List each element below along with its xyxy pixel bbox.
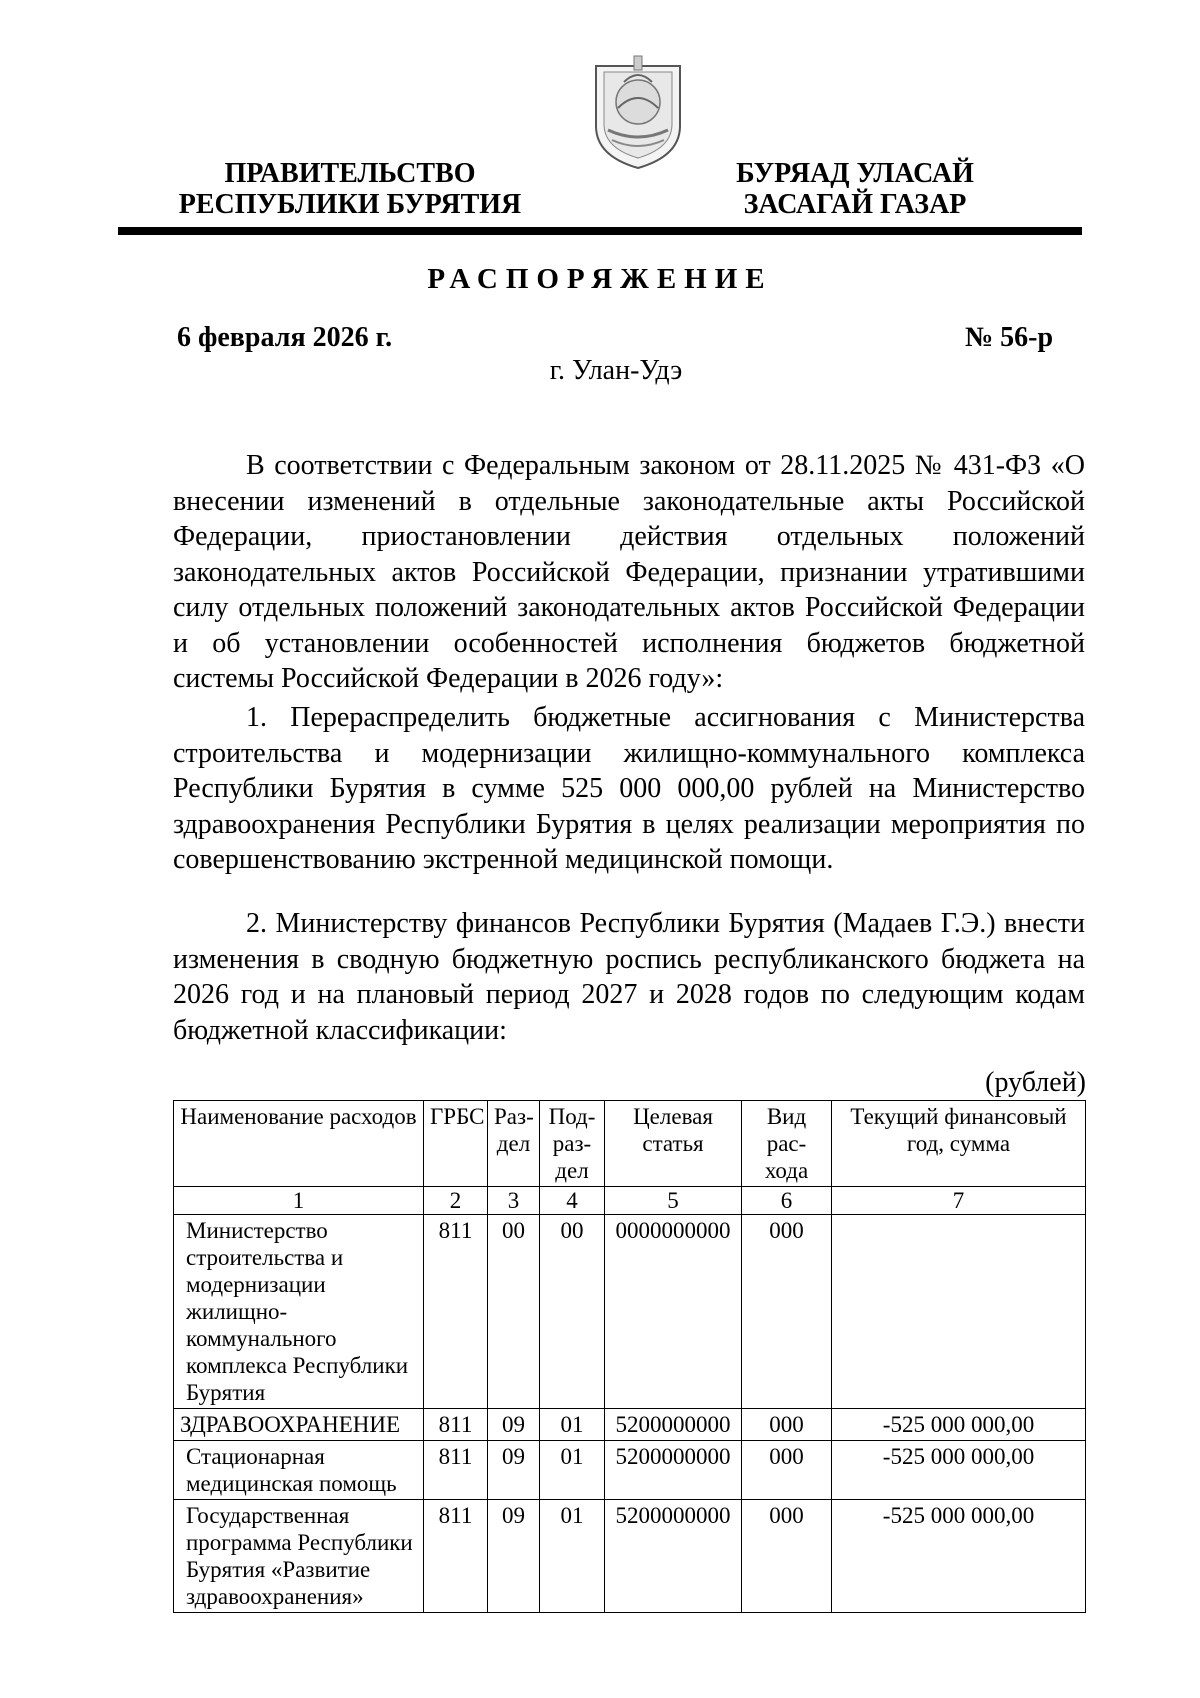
column-header-subsection: Под-раз-дел [540, 1101, 605, 1187]
header-left-line1: ПРАВИТЕЛЬСТВО [224, 158, 476, 189]
column-number: 1 [174, 1187, 424, 1215]
cell-section: 00 [488, 1215, 540, 1409]
body-paragraph-item-1: 1. Перераспределить бюджетные ассигнования с Министерства строительства и модернизации жилищно-коммунального комплекса Республики Бурятия в сумме 525 000 000,00 рублей на Министерство здравоохранения Республики Бурятия в целях реализации мероприятия по совершенствованию экстренной медицинской помощи. [173, 702, 1085, 875]
column-number: 3 [488, 1187, 540, 1215]
document-number: № 56-р [965, 322, 1054, 353]
column-header-expense-type: Вид рас-хода [742, 1101, 832, 1187]
cell-target-article: 5200000000 [605, 1500, 742, 1613]
cell-amount [832, 1215, 1086, 1409]
cell-grbs: 811 [424, 1500, 488, 1613]
coat-of-arms-emblem [590, 48, 686, 172]
table-row [174, 1215, 1086, 1409]
cell-grbs: 811 [424, 1215, 488, 1409]
document-date: 6 февраля 2026 г. [177, 322, 393, 353]
table-header-row [174, 1101, 1086, 1187]
cell-name: Стационарная медицинская помощь [174, 1441, 424, 1500]
document-city: г. Улан-Удэ [549, 355, 683, 386]
column-header-target-article: Целевая статья [605, 1101, 742, 1187]
header-right-government [695, 158, 1015, 220]
cell-target-article: 5200000000 [605, 1409, 742, 1441]
table-row [174, 1409, 1086, 1441]
column-number: 6 [742, 1187, 832, 1215]
column-header-name: Наименование расходов [174, 1101, 424, 1187]
budget-classification-table [173, 1100, 1086, 1613]
cell-subsection: 01 [540, 1409, 605, 1441]
cell-amount: -525 000 000,00 [832, 1409, 1086, 1441]
cell-name: Министерство строительства и модернизации жилищно-коммунального комплекса Республики Бурятия [174, 1215, 424, 1409]
column-number: 5 [605, 1187, 742, 1215]
cell-subsection: 01 [540, 1441, 605, 1500]
cell-section: 09 [488, 1500, 540, 1613]
column-header-amount: Текущий финансовый год, сумма [832, 1101, 1086, 1187]
header-left-government [160, 158, 540, 220]
header-right-line2: ЗАСАГАЙ ГАЗАР [743, 189, 967, 220]
cell-section: 09 [488, 1409, 540, 1441]
cell-amount: -525 000 000,00 [832, 1500, 1086, 1613]
cell-target-article: 5200000000 [605, 1441, 742, 1500]
cell-target-article: 0000000000 [605, 1215, 742, 1409]
column-header-section: Раз-дел [488, 1101, 540, 1187]
cell-name: ЗДРАВООХРАНЕНИЕ [174, 1409, 424, 1441]
column-number: 7 [832, 1187, 1086, 1215]
cell-subsection: 00 [540, 1215, 605, 1409]
cell-section: 09 [488, 1441, 540, 1500]
table-row [174, 1500, 1086, 1613]
cell-subsection: 01 [540, 1500, 605, 1613]
table-column-number-row [174, 1187, 1086, 1215]
table-row [174, 1441, 1086, 1500]
column-header-grbs: ГРБС [424, 1101, 488, 1187]
cell-grbs: 811 [424, 1441, 488, 1500]
cell-amount: -525 000 000,00 [832, 1441, 1086, 1500]
cell-expense-type: 000 [742, 1215, 832, 1409]
cell-expense-type: 000 [742, 1409, 832, 1441]
cell-name: Государственная программа Республики Бурятия «Развитие здравоохранения» [174, 1500, 424, 1613]
body-paragraph-item-2: 2. Министерству финансов Республики Бурятия (Мадаев Г.Э.) внести изменения в сводную бюджетную роспись республиканского бюджета на 2026 год и на плановый период 2027 и 2028 годов по следующим кодам бюджетной классификации: [173, 908, 1085, 1046]
cell-grbs: 811 [424, 1409, 488, 1441]
header-right-line1: БУРЯАД УЛАСАЙ [736, 158, 974, 189]
column-number: 4 [540, 1187, 605, 1215]
body-paragraph-preamble: В соответствии с Федеральным законом от 28.11.2025 № 431-ФЗ «О внесении изменений в отдельные законодательные акты Российской Федерации, приостановлении действия отдельных положений законодательных актов Российской Федерации, признании утратившими силу отдельных положений законодательных актов Российской Федерации и об установлении особенностей исполнения бюджетов бюджетной системы Российской Федерации в 2026 году»: [173, 450, 1085, 694]
cell-expense-type: 000 [742, 1500, 832, 1613]
column-number: 2 [424, 1187, 488, 1215]
header-left-line2: РЕСПУБЛИКИ БУРЯТИЯ [178, 189, 522, 220]
table-units-label: (рублей) [985, 1067, 1086, 1098]
header-divider [118, 227, 1082, 235]
cell-expense-type: 000 [742, 1441, 832, 1500]
document-type-title: РАСПОРЯЖЕНИЕ [427, 263, 773, 295]
